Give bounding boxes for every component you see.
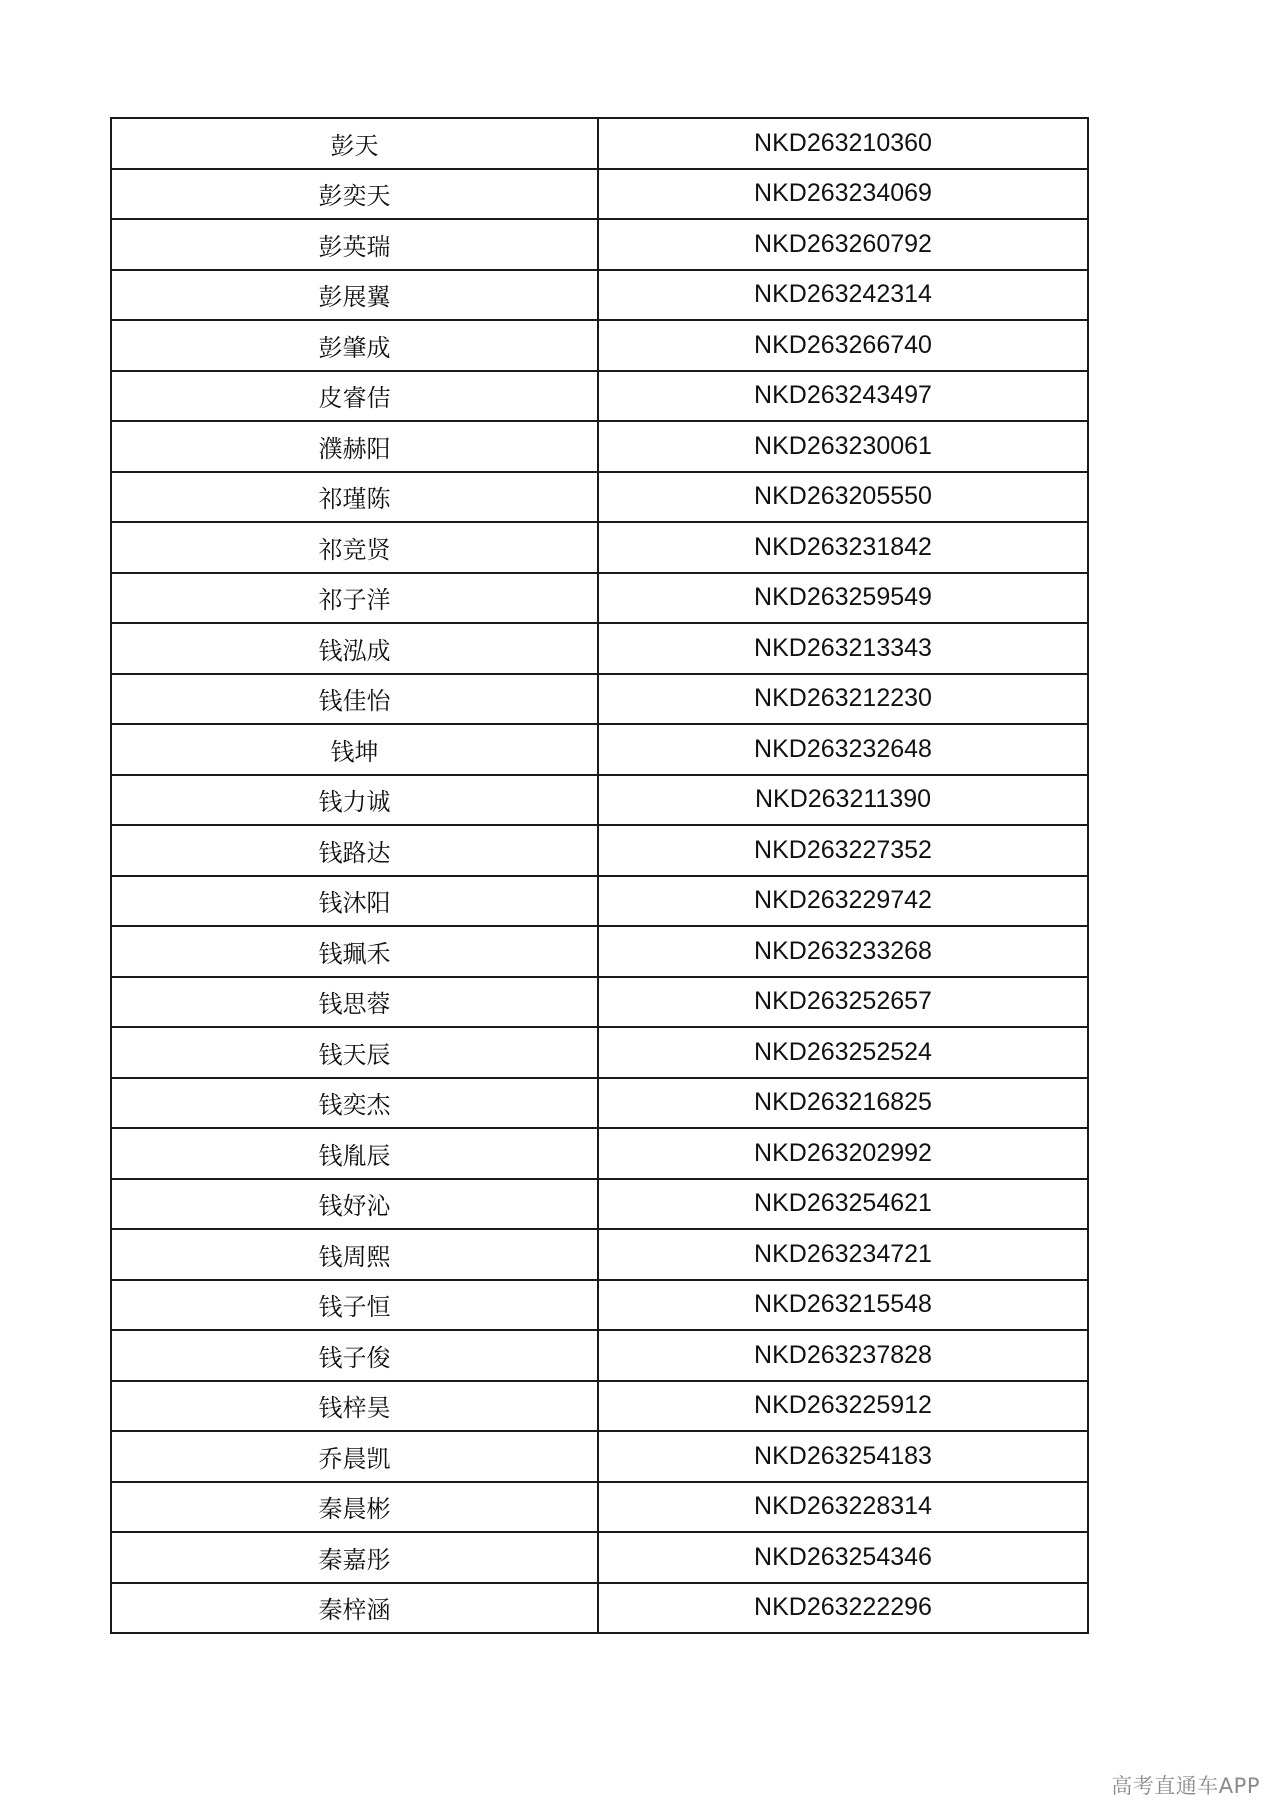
table-row [111,1482,1088,1533]
id-cell: NKD263216825 [598,1078,1088,1129]
id-cell: NKD263230061 [598,421,1088,472]
id-cell: NKD263232648 [598,724,1088,775]
name-cell: 钱佳怡 [111,674,598,725]
table-row [111,1330,1088,1381]
id-cell: NKD263210360 [598,118,1088,169]
name-cell: 秦梓涵 [111,1583,598,1634]
name-cell: 钱思蓉 [111,977,598,1028]
name-cell: 皮睿佶 [111,371,598,422]
id-cell: NKD263212230 [598,674,1088,725]
table-row [111,876,1088,927]
id-cell: NKD263205550 [598,472,1088,523]
name-cell: 钱珮禾 [111,926,598,977]
table-row [111,522,1088,573]
id-cell: NKD263227352 [598,825,1088,876]
name-cell: 彭天 [111,118,598,169]
id-cell: NKD263228314 [598,1482,1088,1533]
id-cell: NKD263254346 [598,1532,1088,1583]
id-cell: NKD263252657 [598,977,1088,1028]
id-cell: NKD263229742 [598,876,1088,927]
id-cell: NKD263215548 [598,1280,1088,1331]
table-row [111,1027,1088,1078]
name-cell: 钱梓昊 [111,1381,598,1432]
table-row [111,1280,1088,1331]
table-row [111,573,1088,624]
table-row [111,1381,1088,1432]
id-cell: NKD263233268 [598,926,1088,977]
watermark: 高考直通车APP [1111,1774,1260,1798]
name-cell: 钱坤 [111,724,598,775]
table-row [111,270,1088,321]
table-row [111,926,1088,977]
id-cell: NKD263242314 [598,270,1088,321]
name-cell: 祁子洋 [111,573,598,624]
table-row [111,825,1088,876]
id-cell: NKD263234069 [598,169,1088,220]
table-row [111,977,1088,1028]
name-cell: 钱奕杰 [111,1078,598,1129]
name-cell: 钱子俊 [111,1330,598,1381]
name-cell: 彭展翼 [111,270,598,321]
roster-table [110,117,1089,1634]
name-cell: 钱胤辰 [111,1128,598,1179]
table-row [111,1078,1088,1129]
name-cell: 钱泓成 [111,623,598,674]
name-cell: 濮赫阳 [111,421,598,472]
name-cell: 秦嘉彤 [111,1532,598,1583]
id-cell: NKD263243497 [598,371,1088,422]
id-cell: NKD263252524 [598,1027,1088,1078]
table-row [111,724,1088,775]
name-cell: 钱路达 [111,825,598,876]
table-row [111,775,1088,826]
table-row [111,1229,1088,1280]
name-cell: 钱天辰 [111,1027,598,1078]
id-cell: NKD263237828 [598,1330,1088,1381]
table-row [111,421,1088,472]
id-cell: NKD263211390 [598,775,1088,826]
name-cell: 彭奕天 [111,169,598,220]
id-cell: NKD263222296 [598,1583,1088,1634]
name-cell: 钱周熙 [111,1229,598,1280]
table-row [111,320,1088,371]
id-cell: NKD263259549 [598,573,1088,624]
id-cell: NKD263231842 [598,522,1088,573]
table-row [111,118,1088,169]
name-cell: 钱沐阳 [111,876,598,927]
table-row [111,1431,1088,1482]
table-row [111,1532,1088,1583]
id-cell: NKD263225912 [598,1381,1088,1432]
table-row [111,472,1088,523]
name-cell: 钱子恒 [111,1280,598,1331]
name-cell: 秦晨彬 [111,1482,598,1533]
name-cell: 钱妤沁 [111,1179,598,1230]
id-cell: NKD263254621 [598,1179,1088,1230]
table-row [111,1179,1088,1230]
table-row [111,1583,1088,1634]
id-cell: NKD263260792 [598,219,1088,270]
table-row [111,219,1088,270]
id-cell: NKD263234721 [598,1229,1088,1280]
name-cell: 祁瑾陈 [111,472,598,523]
name-cell: 钱力诚 [111,775,598,826]
id-cell: NKD263213343 [598,623,1088,674]
id-cell: NKD263202992 [598,1128,1088,1179]
name-cell: 祁竞贤 [111,522,598,573]
id-cell: NKD263266740 [598,320,1088,371]
table-row [111,623,1088,674]
name-cell: 乔晨凯 [111,1431,598,1482]
table-row [111,169,1088,220]
table-row [111,1128,1088,1179]
name-cell: 彭肇成 [111,320,598,371]
name-cell: 彭英瑞 [111,219,598,270]
table-row [111,674,1088,725]
id-cell: NKD263254183 [598,1431,1088,1482]
table-row [111,371,1088,422]
